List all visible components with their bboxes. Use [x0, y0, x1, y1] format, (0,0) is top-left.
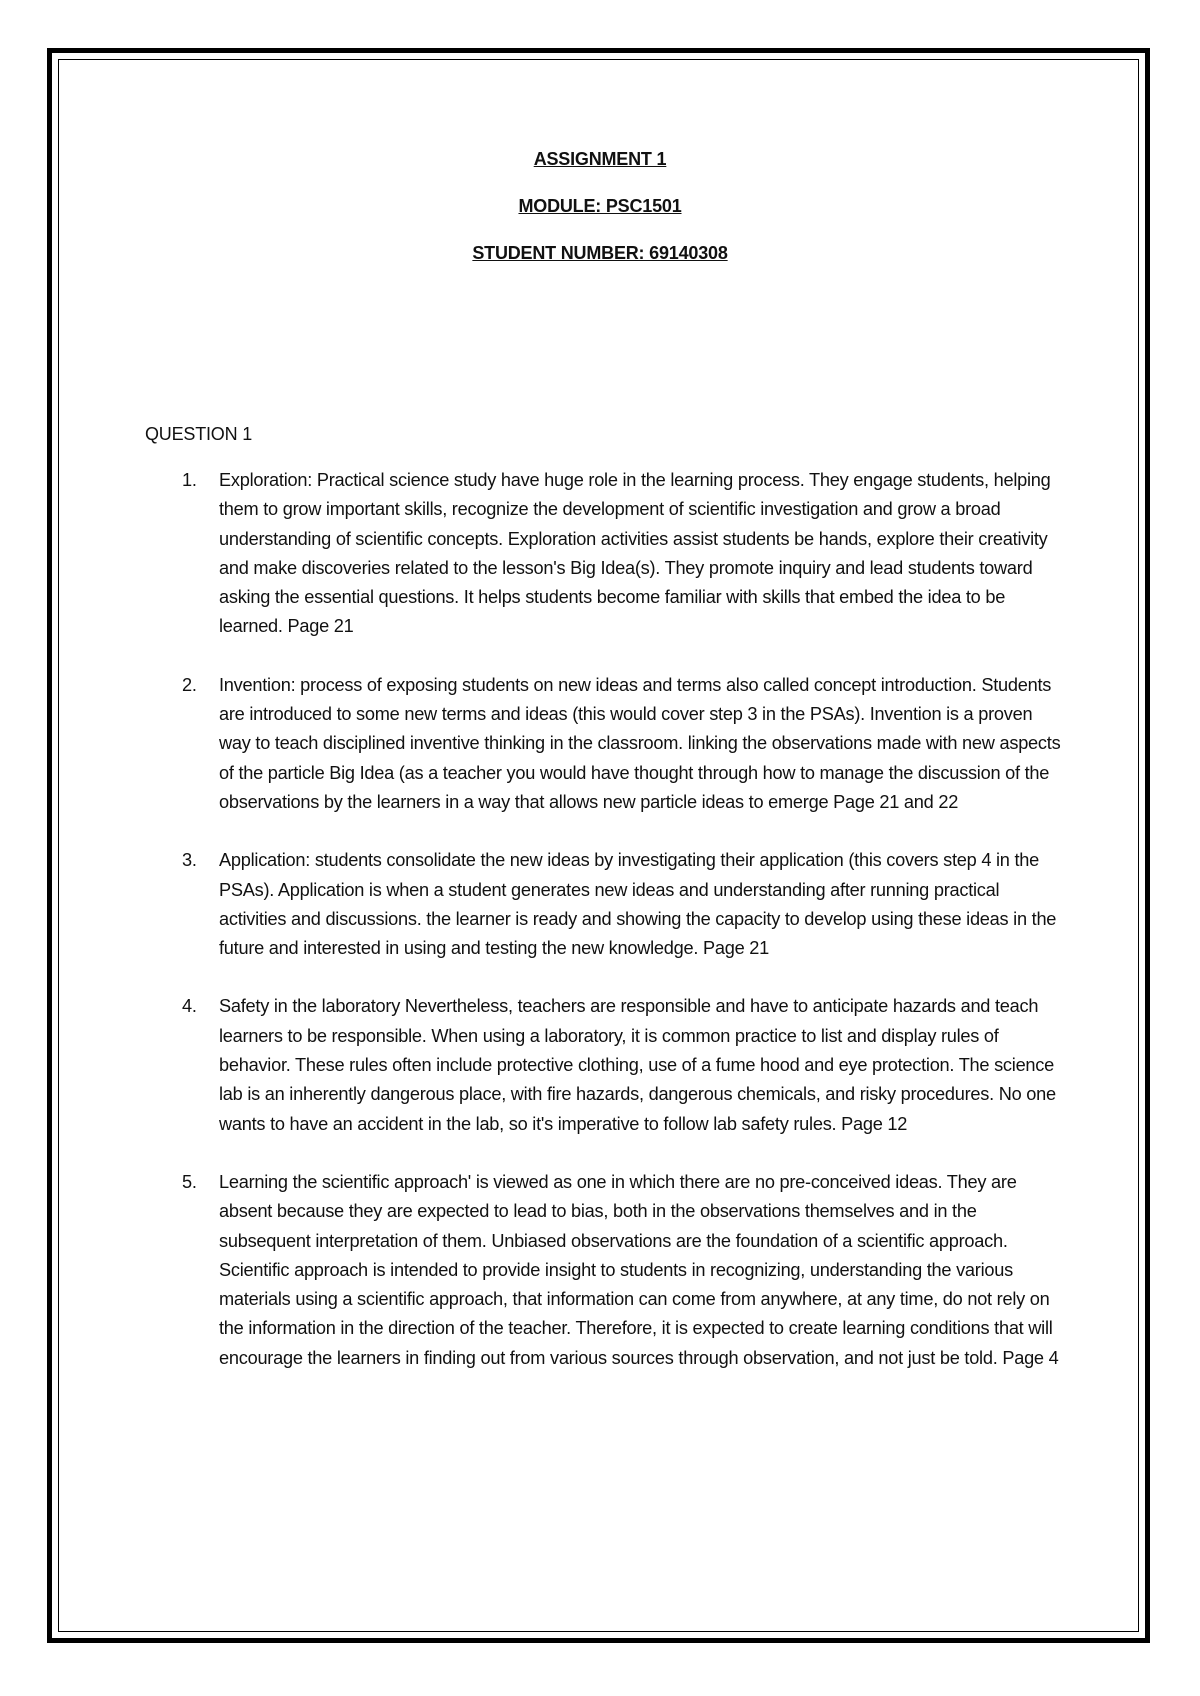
answer-number: 5.: [182, 1171, 197, 1192]
answer-text: Learning the scientific approach' is viewed as one in which there are no pre-conceived ideas. They are absent because they are expected to lead to bias, both in the observations themselves and in the subsequent interpretation of them. Unbiased observations are the foundation of a scientific approach. Scientific approach is intended to provide insight to students in recognizing, understanding the various materials using a scientific approach, that information can come from anywhere, at any time, do not rely on the information in the direction of the teacher. Therefore, it is expected to create learning conditions that will encourage the learners in finding out from various sources through observation, and not just be told. Page 4: [219, 1171, 1059, 1368]
answer-number: 1.: [182, 470, 197, 490]
answer-text: Application: students consolidate the new ideas by investigating their application (this covers step 4 in the PSAs). Application is when a student generates new ideas and understanding after running practical activities and discussions. the learner is ready and showing the capacity to develop using these ideas in the future and interested in using and testing the new knowledge. Page 21: [219, 850, 1057, 959]
answer-item: [145, 1168, 1065, 1373]
question-title: QUESTION 1: [145, 424, 253, 444]
answer-text: Safety in the laboratory Nevertheless, teachers are responsible and have to anticipate hazards and teach learners to be responsible. When using a laboratory, it is common practice to list and display rules of behavior. These rules often include protective clothing, use of a fume hood and eye protection. The science lab is an inherently dangerous place, with fire hazards, dangerous chemicals, and risky procedures. No one wants to have an accident in the lab, so it's imperative to follow lab safety rules. Page 12: [219, 996, 1056, 1134]
answer-number: 2.: [182, 674, 197, 695]
answer-number: 3.: [182, 850, 197, 871]
answer-item: [145, 466, 1065, 642]
answer-item: [145, 846, 1065, 963]
document-header: [0, 148, 1200, 289]
answer-item: [145, 671, 1065, 817]
assignment-title: ASSIGNMENT 1: [533, 149, 667, 169]
answer-text: Exploration: Practical science study have huge role in the learning process. They engage students, helping them to grow important skills, recognize the development of scientific investigation and grow a broad understanding of scientific concepts. Exploration activities assist students be hands, explore their creativity and make discoveries related to the lesson's Big Idea(s). They promote inquiry and lead students toward asking the essential questions. It helps students become familiar with skills that embed the idea to be learned. Page 21: [219, 470, 1051, 637]
answer-number: 4.: [182, 996, 197, 1017]
answer-list: [145, 466, 1065, 1402]
module-code: MODULE: PSC1501: [518, 196, 682, 216]
answer-text: Invention: process of exposing students on new ideas and terms also called concept introduction. Students are introduced to some new terms and ideas (this would cover step 3 in the PSAs). Invention is a proven way to teach disciplined inventive thinking in the classroom. linking the observations made with new aspects of the particle Big Idea (as a teacher you would have thought through how to manage the discussion of the observations by the learners in a way that allows new particle ideas to emerge Page 21 and 22: [219, 674, 1061, 812]
student-number: STUDENT NUMBER: 69140308: [472, 243, 728, 263]
answer-item: [145, 992, 1065, 1138]
